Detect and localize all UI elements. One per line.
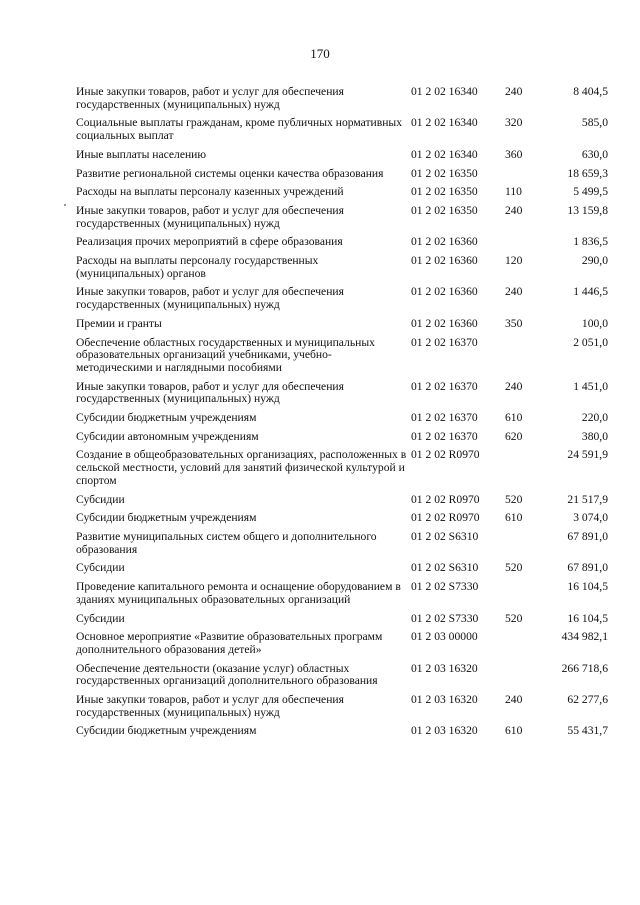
- row-expense-type: [503, 449, 539, 493]
- row-name: Реализация прочих мероприятий в сфере образования: [76, 235, 343, 249]
- table-row: [76, 694, 608, 725]
- row-sum: 5 499,5: [573, 185, 608, 199]
- row-code: 01 2 03 00000: [411, 630, 478, 644]
- row-expense-type: 240: [505, 693, 523, 707]
- row-code: 01 2 02 R0970: [411, 492, 480, 506]
- row-expense-type: [503, 168, 539, 187]
- row-code: 01 2 02 R0970: [411, 511, 480, 525]
- row-name: Развитие региональной системы оценки качества образования: [76, 166, 384, 180]
- row-sum: 67 891,0: [567, 561, 608, 575]
- table-row: [76, 318, 608, 337]
- table-row: [76, 613, 608, 632]
- table-row: [76, 494, 608, 513]
- scan-speck: [64, 204, 66, 206]
- row-name: Основное мероприятие «Развитие образовательных программ дополнительного образования детей»: [76, 630, 383, 656]
- row-expense-type: 240: [505, 203, 523, 217]
- row-expense-type: [503, 663, 539, 694]
- table-row: [76, 337, 608, 381]
- row-sum: 585,0: [581, 116, 608, 130]
- row-expense-type: [503, 581, 539, 612]
- row-code: 01 2 02 16370: [411, 411, 478, 425]
- row-expense-type: [503, 236, 539, 255]
- row-expense-type: 240: [505, 85, 523, 98]
- row-code: 01 2 03 16320: [411, 724, 478, 738]
- row-sum: 21 517,9: [567, 492, 608, 506]
- row-name: Субсидии бюджетным учреждениям: [76, 411, 257, 425]
- row-expense-type: 610: [505, 411, 523, 425]
- row-expense-type: 520: [505, 611, 523, 625]
- table-row: [76, 236, 608, 255]
- table-row: [76, 512, 608, 531]
- table-row: [76, 581, 608, 612]
- row-sum: 55 431,7: [567, 724, 608, 738]
- table-row: [76, 381, 608, 412]
- table-row: [76, 663, 608, 694]
- row-name: Субсидии: [76, 611, 125, 625]
- budget-table-body: [76, 86, 608, 744]
- row-code: 01 2 02 16340: [411, 116, 478, 130]
- row-sum: 100,0: [581, 316, 608, 330]
- table-row: [76, 449, 608, 493]
- row-expense-type: 620: [505, 429, 523, 443]
- row-name: Иные закупки товаров, работ и услуг для обеспечения государственных (муниципальных) нужд: [76, 203, 344, 230]
- row-sum: 380,0: [581, 429, 608, 443]
- table-row: [76, 431, 608, 450]
- row-expense-type: 520: [505, 492, 523, 506]
- row-sum: 67 891,0: [567, 529, 608, 543]
- row-name: Создание в общеобразовательных организациях, расположенных в сельской местности, условий для занятий физической культурой и спортом: [76, 448, 407, 487]
- row-sum: 8 404,5: [573, 85, 608, 98]
- table-row: [76, 117, 608, 148]
- row-name: Расходы на выплаты персоналу казенных учреждений: [76, 185, 344, 199]
- row-code: 01 2 03 16320: [411, 661, 478, 675]
- row-expense-type: [503, 337, 539, 381]
- table-row: [76, 725, 608, 744]
- row-name: Субсидии: [76, 492, 125, 506]
- row-sum: 434 982,1: [561, 630, 608, 644]
- row-code: 01 2 02 16360: [411, 235, 478, 249]
- row-sum: 2 051,0: [573, 335, 608, 349]
- row-code: 01 2 02 16370: [411, 379, 478, 393]
- row-code: 01 2 03 16320: [411, 693, 478, 707]
- row-name: Иные закупки товаров, работ и услуг для обеспечения государственных (муниципальных) нужд: [76, 693, 344, 719]
- row-code: 01 2 02 16350: [411, 203, 478, 217]
- row-code: 01 2 02 16360: [411, 254, 478, 268]
- row-code: 01 2 02 S6310: [411, 561, 479, 575]
- table-row: [76, 531, 608, 562]
- row-code: 01 2 02 16360: [411, 316, 478, 330]
- row-expense-type: 610: [505, 511, 523, 525]
- row-sum: 3 074,0: [573, 511, 608, 525]
- row-name: Премии и гранты: [76, 316, 162, 330]
- budget-table: [76, 86, 608, 744]
- table-row: [76, 186, 608, 205]
- table-row: [76, 412, 608, 431]
- row-code: 01 2 02 16360: [411, 285, 478, 299]
- table-row: [76, 562, 608, 581]
- row-code: 01 2 02 16370: [411, 429, 478, 443]
- row-expense-type: 350: [505, 316, 523, 330]
- row-expense-type: 240: [505, 285, 523, 299]
- row-code: 01 2 02 S7330: [411, 611, 479, 625]
- row-sum: 24 591,9: [567, 448, 608, 462]
- row-code: 01 2 02 16340: [411, 85, 478, 98]
- row-expense-type: [503, 531, 539, 562]
- row-sum: 630,0: [581, 147, 608, 161]
- row-sum: 13 159,8: [567, 203, 608, 217]
- row-expense-type: 240: [505, 379, 523, 393]
- row-code: 01 2 02 16350: [411, 185, 478, 199]
- row-sum: 16 104,5: [567, 580, 608, 594]
- table-row: [76, 255, 608, 286]
- row-code: 01 2 02 16370: [411, 335, 478, 349]
- table-row: [76, 205, 608, 236]
- row-name: Иные закупки товаров, работ и услуг для обеспечения государственных (муниципальных) нужд: [76, 85, 344, 111]
- row-code: 01 2 02 R0970: [411, 448, 480, 462]
- table-row: [76, 168, 608, 187]
- row-name: Иные закупки товаров, работ и услуг для обеспечения государственных (муниципальных) нужд: [76, 285, 344, 312]
- row-expense-type: 610: [505, 724, 523, 738]
- row-sum: 220,0: [581, 411, 608, 425]
- row-expense-type: 120: [505, 254, 523, 268]
- row-code: 01 2 02 S6310: [411, 529, 479, 543]
- row-name: Развитие муниципальных систем общего и дополнительного образования: [76, 529, 377, 556]
- row-expense-type: 360: [505, 147, 523, 161]
- row-name: Обеспечение областных государственных и муниципальных образовательных организаций учебниками, учебно-методическими и наглядными пособиями: [76, 335, 375, 374]
- row-expense-type: 520: [505, 561, 523, 575]
- page-number: 170: [310, 46, 330, 61]
- row-name: Субсидии бюджетным учреждениям: [76, 724, 257, 738]
- row-sum: 16 104,5: [567, 611, 608, 625]
- table-row: [76, 86, 608, 117]
- row-code: 01 2 02 16350: [411, 166, 478, 180]
- row-name: Расходы на выплаты персоналу государственных (муниципальных) органов: [76, 254, 319, 280]
- row-name: Обеспечение деятельности (оказание услуг) областных государственных организаций дополнительного образования: [76, 661, 378, 688]
- row-name: Проведение капитального ремонта и оснащение оборудованием в зданиях муниципальных образовательных организаций: [76, 580, 401, 606]
- row-sum: 18 659,3: [567, 166, 608, 180]
- row-name: Субсидии автономным учреждениям: [76, 429, 259, 443]
- row-name: Субсидии бюджетным учреждениям: [76, 511, 257, 525]
- table-row: [76, 149, 608, 168]
- row-expense-type: 320: [505, 116, 523, 130]
- table-row: [76, 286, 608, 317]
- row-name: Субсидии: [76, 561, 125, 575]
- row-sum: 290,0: [581, 254, 608, 268]
- row-sum: 1 451,0: [573, 379, 608, 393]
- table-row: [76, 631, 608, 662]
- row-sum: 266 718,6: [561, 661, 608, 675]
- row-sum: 1 836,5: [573, 235, 608, 249]
- row-sum: 62 277,6: [567, 693, 608, 707]
- row-name: Иные закупки товаров, работ и услуг для обеспечения государственных (муниципальных) нужд: [76, 379, 344, 406]
- row-sum: 1 446,5: [573, 285, 608, 299]
- row-expense-type: 110: [505, 185, 522, 199]
- row-name: Социальные выплаты гражданам, кроме публичных нормативных социальных выплат: [76, 116, 403, 143]
- row-name: Иные выплаты населению: [76, 147, 207, 161]
- row-code: 01 2 02 S7330: [411, 580, 479, 594]
- row-expense-type: [503, 631, 539, 662]
- row-code: 01 2 02 16340: [411, 147, 478, 161]
